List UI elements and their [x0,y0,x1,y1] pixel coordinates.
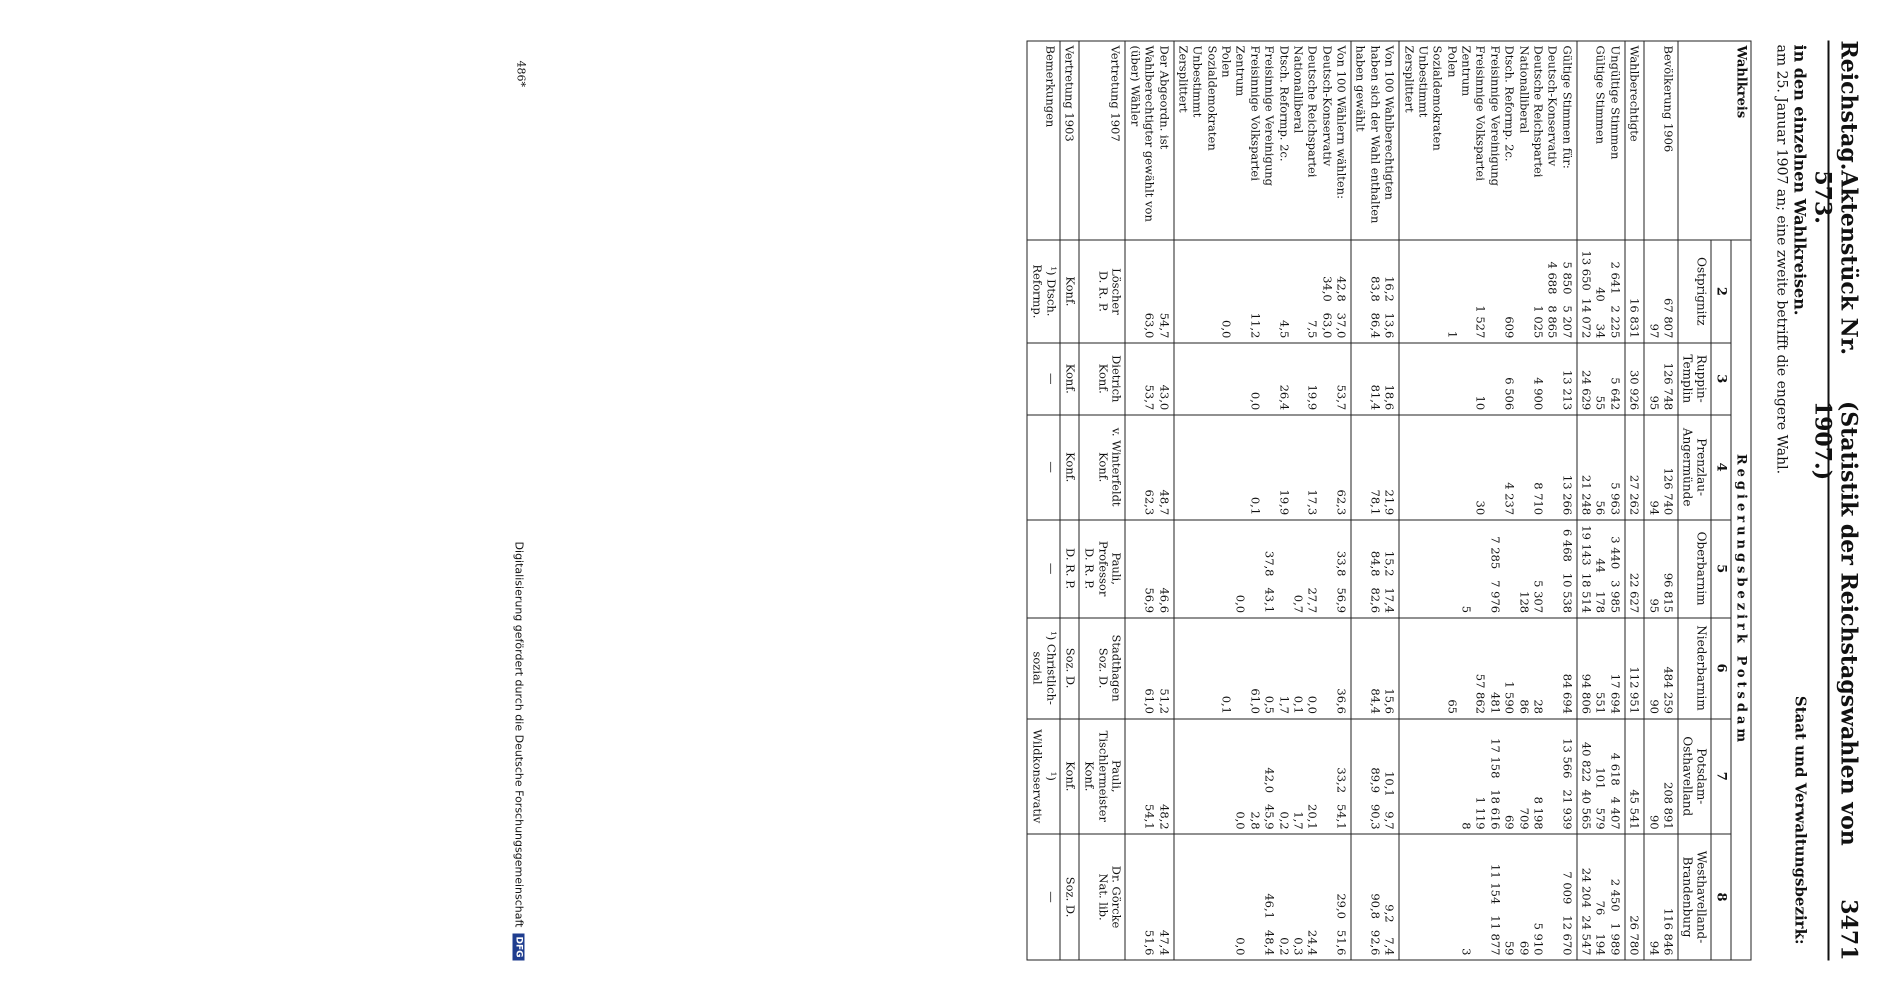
table-cell: 51,2 61,0 [1125,617,1173,718]
statistics-table [1026,40,1751,960]
subtitle: in den einzelnen Wahlkreisen. [1790,44,1809,315]
table-cell: 42,8 37,0 34,0 63,0 7,5 4,5 11,2 0,0 [1173,240,1351,343]
table-cell: 4 618 4 407 101 579 40 822 40 565 [1576,718,1624,834]
table-cell: 5 642 55 24 629 [1576,342,1624,414]
table-cell: 96 815 95 [1644,519,1678,617]
table-cell: 47,4 51,6 [1125,834,1173,960]
row-label: Ungültige Stimmen Gültige Stimmen [1576,41,1624,240]
header-rule [1827,40,1829,960]
table-cell: Soz. D. [1059,617,1078,718]
table-row [1576,41,1624,960]
table-cell: 53,7 19,9 26,4 0,0 [1173,342,1351,414]
col-name: Potsdam-Osthavelland [1678,718,1711,834]
table-cell: D. R. P. [1059,519,1078,617]
table-cell: — [1027,414,1060,519]
table-cell: — [1027,342,1060,414]
header-page-number: 3471 [1835,898,1861,960]
table-cell: Konf. [1059,414,1078,519]
table-cell: Pauli, Professor D. R. P. [1079,519,1125,617]
table-row [1624,41,1643,960]
col-num: 4 [1711,414,1731,519]
region-header: Regierungsbezirk Potsdam [1731,240,1751,960]
table-cell: Konf. [1059,342,1078,414]
row-label: Vertretung 1903 [1059,41,1078,240]
table-cell: — [1027,519,1060,617]
row-label: Bemerkungen [1027,41,1060,240]
side-label: Staat und Verwaltungsbezirk: [1791,695,1809,944]
col-num: 7 [1711,718,1731,834]
table-cell: 36,6 0,0 0,1 1,7 0,5 61,0 0,1 [1173,617,1351,718]
table-cell: 26 780 [1624,834,1643,960]
header-title: Reichstag. [1835,40,1861,170]
table-cell: 9,2 7,4 90,8 92,6 [1351,834,1399,960]
table-cell: v. Winterfeldt Konf. [1079,414,1125,519]
table-cell: 116 846 94 [1644,834,1678,960]
table-cell: 62,3 17,3 19,9 0,1 [1173,414,1351,519]
table-cell: 22 627 [1624,519,1643,617]
table-cell: Dietrich Konf. [1079,342,1125,414]
table-cell: ¹) Wildkonservativ [1027,718,1060,834]
table-cell: 29,0 51,6 24,4 0,3 0,2 46,1 48,4 0,0 [1173,834,1351,960]
header-subject: (Statistik der Reichstagswahlen von 1907.) [1809,400,1861,846]
digitization-credit [512,541,525,960]
table-cell: 33,2 54,1 20,1 1,7 0,2 42,0 45,9 2,8 0,0 [1173,718,1351,834]
table-cell: 48,2 54,1 [1125,718,1173,834]
table-row [1027,41,1060,960]
page-header [1809,40,1861,960]
table-cell: 126 748 95 [1644,342,1678,414]
table-cell: 33,8 56,9 27,7 0,7 37,8 43,1 0,0 [1173,519,1351,617]
table-cell: Stadthagen Soz. D. [1079,617,1125,718]
table-cell: Konf. [1059,718,1078,834]
table-cell: 46,6 56,9 [1125,519,1173,617]
table-cell: 13 213 4 900 6 506 10 [1399,342,1577,414]
table-cell: Soz. D. [1059,834,1078,960]
table-cell: Konf. [1059,240,1078,343]
col-name: Ruppin-Templin [1678,342,1711,414]
table-cell: 30 926 [1624,342,1643,414]
col-name: Niederbarnim [1678,617,1711,718]
table-cell: 45 541 [1624,718,1643,834]
table-cell: 16,2 13,6 83,8 86,4 [1351,240,1399,343]
table-cell: 43,0 53,7 [1125,342,1173,414]
table-cell: 5 963 56 21 248 [1576,414,1624,519]
table-cell: 16 831 [1624,240,1643,343]
table-row [1644,41,1678,960]
col-name: Ostprignitz [1678,240,1711,343]
row-label: Vertretung 1907 [1079,41,1125,240]
credit-text: Digitalisierung gefördert durch die Deutsche Forschungsgemeinschaft [512,541,525,927]
table-row [1173,41,1351,960]
table-cell: Dr. Görcke Nat. lib. [1079,834,1125,960]
row-label: Von 100 Wählern wählten: Deutsch-Konservativ Deutsche Reichspartei Nationalliberal Dtsch. Reformp. 2c. Freisinnige Vereinigung Freisinnige Volkspartei Zentrum Polen Sozialdemokraten Unbestimmt Zersplittert [1173,41,1351,240]
dfg-logo: DFG [513,933,525,960]
row-label: Bevölkerung 1906 [1644,41,1678,240]
subtitle-2: am 25. Januar 1907 an; eine zweite betrifft die engere Wahl. [1773,44,1789,474]
col-name: Oberbarnim [1678,519,1711,617]
table-cell: 13 266 8 710 4 237 30 [1399,414,1577,519]
table-cell: Löscher D. R. P. [1079,240,1125,343]
col-num: 5 [1711,519,1731,617]
table-row [1399,41,1577,960]
table-cell: 21,9 78,1 [1351,414,1399,519]
table-cell: — [1027,834,1060,960]
table-cell: 17 694 551 94 806 [1576,617,1624,718]
table-cell: 10,1 9,7 89,9 90,3 [1351,718,1399,834]
table-cell: 7 009 12 670 5 910 69 59 11 154 11 877 3 [1399,834,1577,960]
table-cell: 15,6 84,4 [1351,617,1399,718]
table-cell: ¹) Christlich-sozial [1027,617,1060,718]
row-label: Der Abgeordn. ist Wahlberechtigter gewählt von (über) Wähler [1125,41,1173,240]
table-cell: 18,6 81,4 [1351,342,1399,414]
table-cell: 67 807 97 [1644,240,1678,343]
table-row [1059,41,1078,960]
rotated-page [500,0,1883,1000]
row-label: Wahlberechtigte [1624,41,1643,240]
label-column-header: Wahlkreis [1678,41,1751,240]
col-num: 2 [1711,240,1731,343]
table-cell: 2 641 2 225 40 34 13 650 14 072 [1576,240,1624,343]
table-cell: 27 262 [1624,414,1643,519]
table-row [1079,41,1125,960]
table-cell: ¹) Dtsch. Reformp. [1027,240,1060,343]
row-label: Von 100 Wahlberechtigten haben sich der Wahl enthalten haben gewählt [1351,41,1399,240]
table-cell: Pauli, Tischlermeister Konf. [1079,718,1125,834]
table-cell: 48,7 62,3 [1125,414,1173,519]
col-num: 6 [1711,617,1731,718]
table-cell: 13 566 21 939 8 198 709 69 17 158 18 616 1 119 8 [1399,718,1577,834]
table-row [1351,41,1399,960]
table-cell: 126 740 94 [1644,414,1678,519]
table-cell: 208 891 90 [1644,718,1678,834]
col-num: 3 [1711,342,1731,414]
table-cell: 54,7 63,0 [1125,240,1173,343]
table-cell: 3 440 3 985 44 178 19 143 18 514 [1576,519,1624,617]
col-name: Westhavelland-Brandenburg [1678,834,1711,960]
table-cell: 6 468 10 538 5 307 128 7 285 7 976 5 [1399,519,1577,617]
table-cell: 5 850 5 207 4 688 8 865 1 025 609 1 527 1 [1399,240,1577,343]
row-label: Gültige Stimmen für: Deutsch-Konservativ Deutsche Reichspartei Nationalliberal Dtsch. Reformp. 2c. Freisinnige Vereinigung Freisinnige Volkspartei Zentrum Polen Sozialdemokraten Unbestimmt Zersplittert [1399,41,1577,240]
header-doc: Aktenstück Nr. 573. [1809,169,1861,355]
table-row [1125,41,1173,960]
table-cell: 84 694 28 86 1 590 481 57 862 65 [1399,617,1577,718]
page-mark: 486* [514,60,527,87]
table-cell: 112 951 [1624,617,1643,718]
col-num: 8 [1711,834,1731,960]
col-name: Prenzlau-Angermünde [1678,414,1711,519]
table-cell: 15,2 17,4 84,8 82,6 [1351,519,1399,617]
table-cell: 484 259 90 [1644,617,1678,718]
table-cell: 2 450 1 989 76 194 24 204 24 547 [1576,834,1624,960]
